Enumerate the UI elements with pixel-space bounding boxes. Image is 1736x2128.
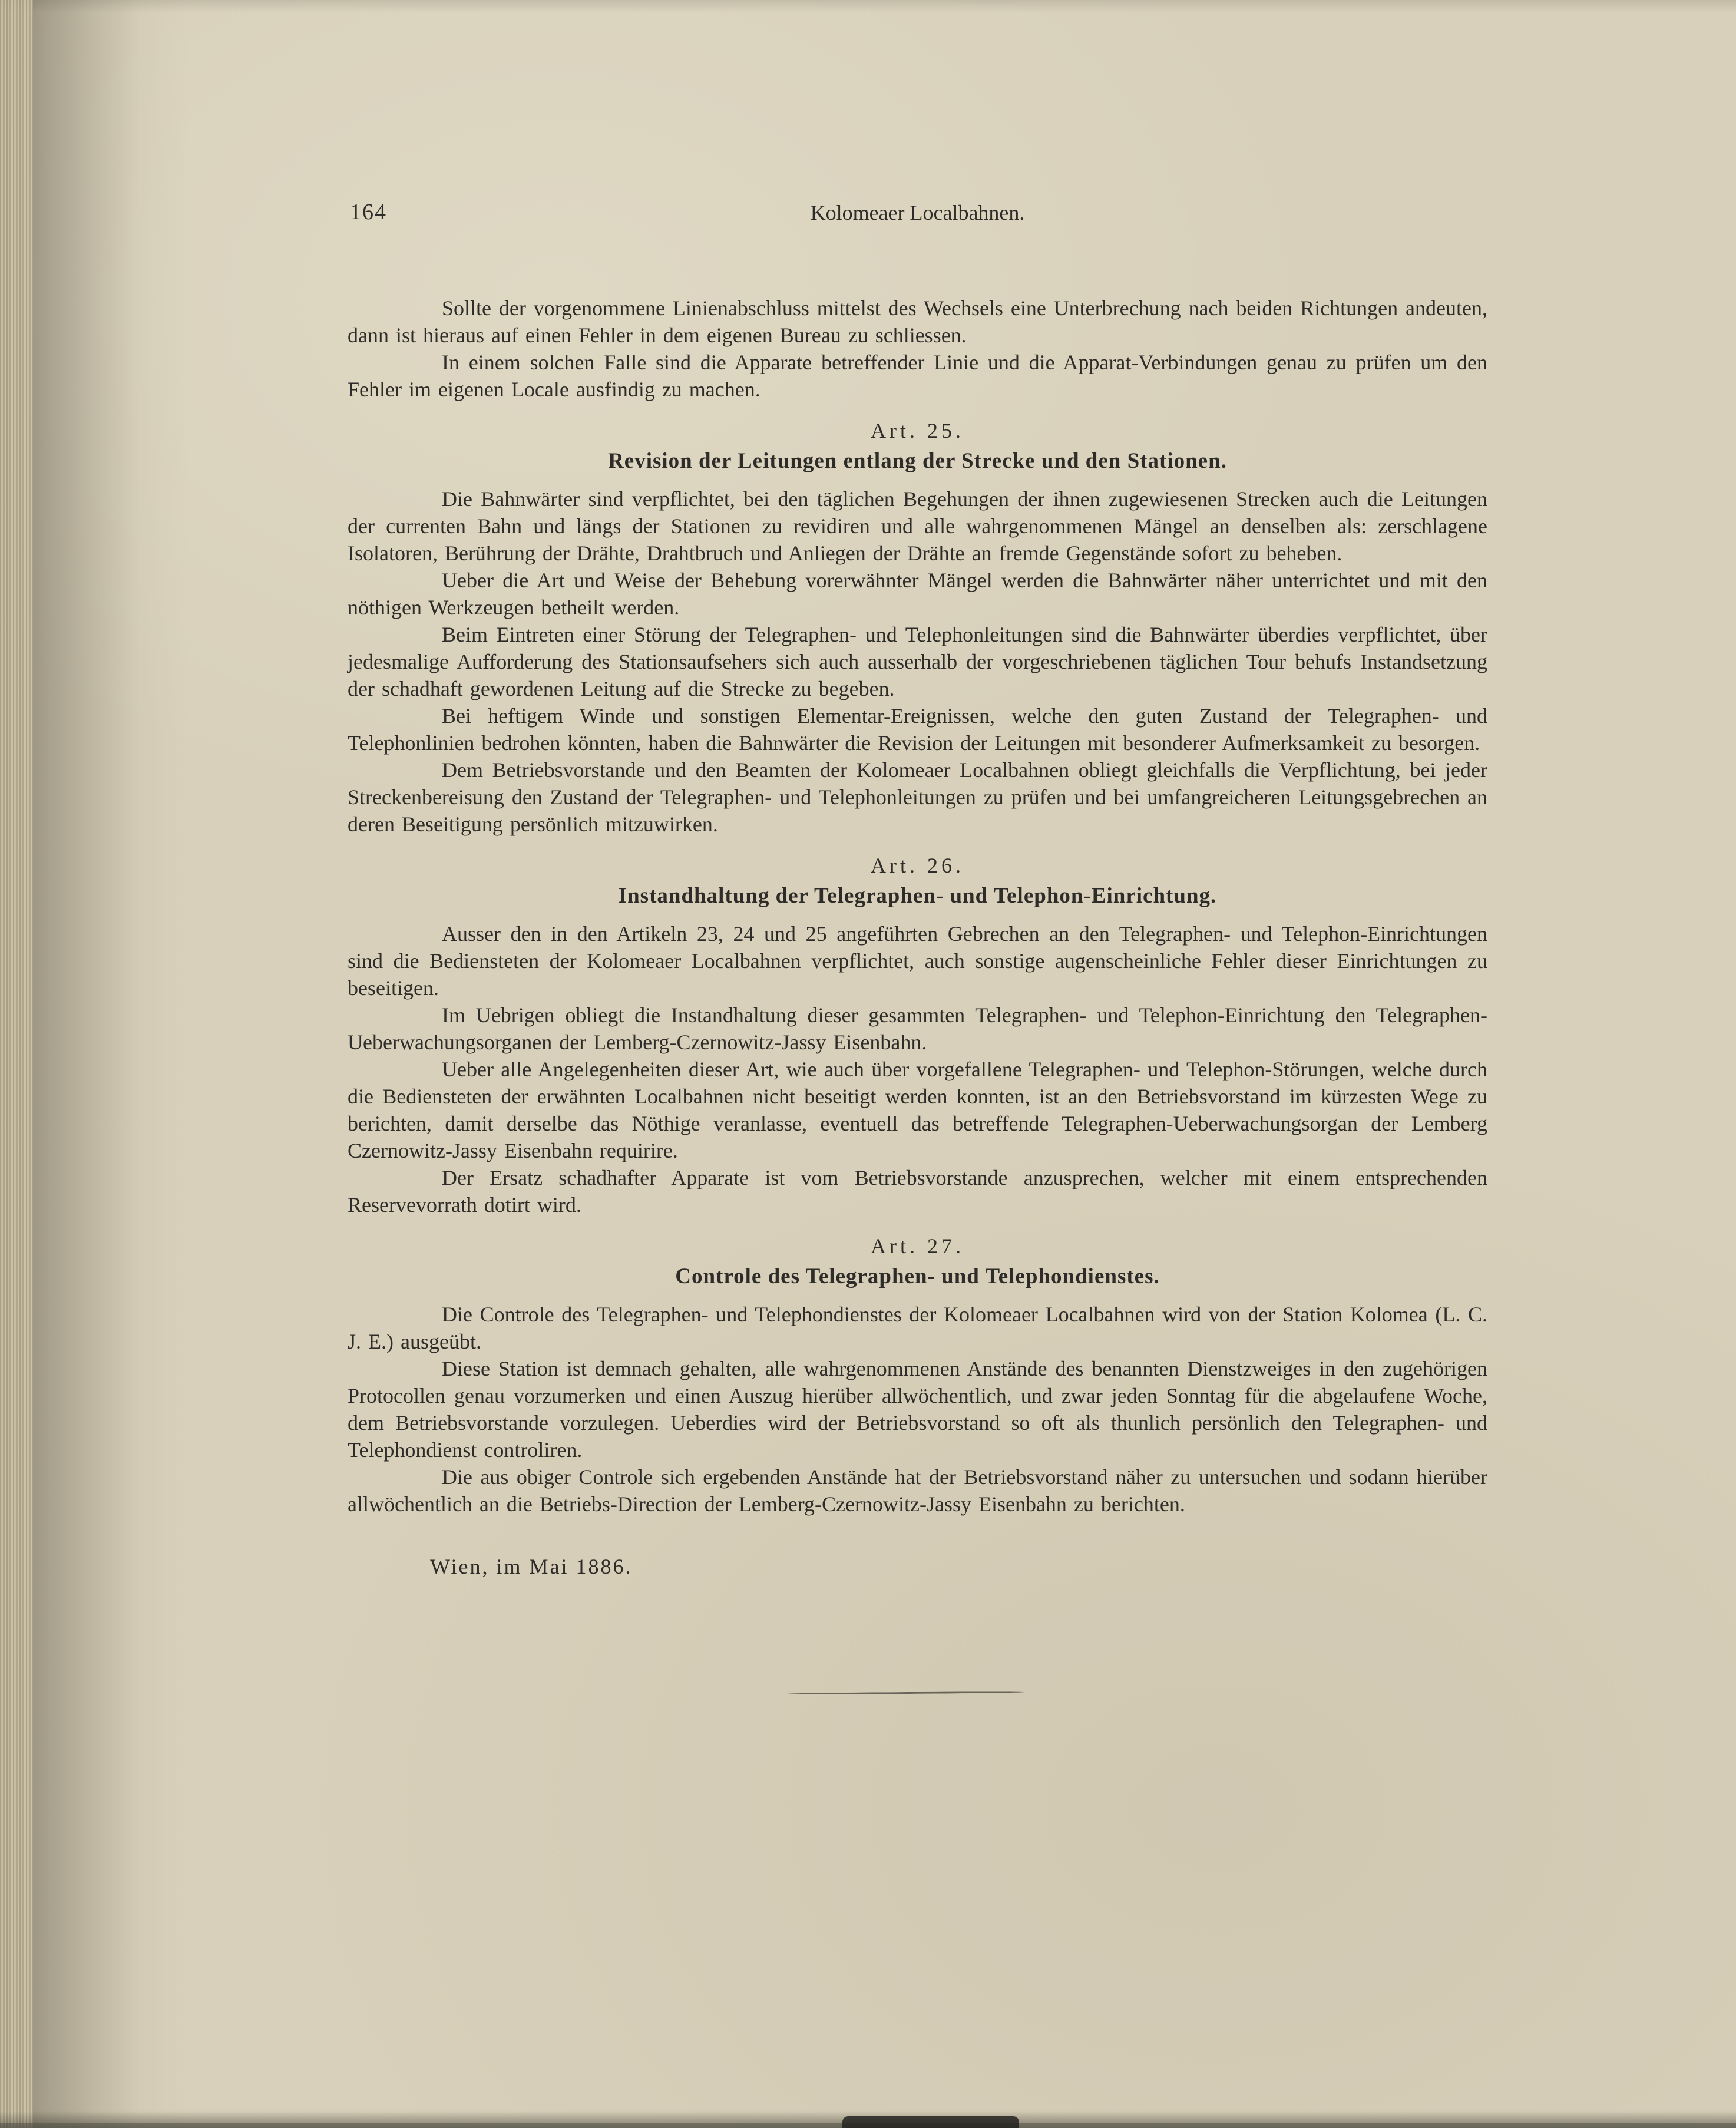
- section-heading: Revision der Leitungen entlang der Strecke und den Stationen.: [608, 449, 1227, 473]
- paragraph: Sollte der vorgenommene Linienabschluss mittelst des Wechsels eine Unterbrechung nach beiden Richtungen andeuten, dann ist hieraus auf einen Fehler in dem eigenen Bureau zu schliessen.: [348, 296, 1487, 347]
- section-heading: Controle des Telegraphen- und Telephondienstes.: [675, 1264, 1160, 1288]
- paragraph: Im Uebrigen obliegt die Instandhaltung dieser gesammten Telegraphen- und Telephon-Einrichtung den Telegraphen-Ueberwachungsorganen der Lemberg-Czernowitz-Jassy Eisenbahn.: [348, 1003, 1487, 1054]
- paragraph: Dem Betriebsvorstande und den Beamten der Kolomeaer Localbahnen obliegt gleichfalls die Verpflichtung, bei jeder Streckenbereisung den Zustand der Telegraphen- und Telephonleitungen zu prüfen und bei umfangreicheren Leitungsgebrechen an deren Beseitigung persönlich mitzuwirken.: [348, 758, 1487, 836]
- page-number: 164: [350, 200, 387, 224]
- paragraph: Ausser den in den Artikeln 23, 24 und 25 angeführten Gebrechen an den Telegraphen- und Telephon-Einrichtungen sind die Bediensteten der Kolomeaer Localbahnen verpflichtet, auch sonstige augenscheinliche Fehler dieser Einrichtungen zu beseitigen.: [348, 922, 1487, 1000]
- paragraph: Ueber alle Angelegenheiten dieser Art, wie auch über vorgefallene Telegraphen- und Telephon-Störungen, welche durch die Bediensteten der erwähnten Localbahnen nicht beseitigt werden konnten, ist an den Betriebsvorstand im kürzesten Wege zu berichten, damit derselbe das Nöthige veranlasse, eventuell das betreffende Telegraphen-Ueberwachungsorgan der Lemberg Czernowitz-Jassy Eisenbahn requirire.: [348, 1058, 1487, 1162]
- paragraph: Die aus obiger Controle sich ergebenden Anstände hat der Betriebsvorstand näher zu untersuchen und sodann hierüber allwöchentlich an die Betriebs-Direction der Lemberg-Czernowitz-Jassy Eisenbahn zu berichten.: [348, 1465, 1487, 1516]
- article-number: Art. 25.: [871, 419, 964, 442]
- dateline: Wien, im Mai 1886.: [430, 1555, 633, 1578]
- book-spine-texture: [0, 0, 33, 2128]
- paragraph: In einem solchen Falle sind die Apparate betreffender Linie und die Apparat-Verbindungen genau zu prüfen um den Fehler im eigenen Locale ausfindig zu machen.: [348, 351, 1487, 401]
- separator-rule: [788, 1691, 1023, 1695]
- paragraph: Ueber die Art und Weise der Behebung vorerwähnter Mängel werden die Bahnwärter näher unterrichtet und mit den nöthigen Werkzeugen betheilt werden.: [348, 569, 1487, 619]
- paragraph: Beim Eintreten einer Störung der Telegraphen- und Telephonleitungen sind die Bahnwärter überdies verpflichtet, über jedesmalige Aufforderung des Stationsaufsehers sich auch ausserhalb der vorgeschriebenen täglichen Tour behufs Instandsetzung der schadhaft gewordenen Leitung auf die Strecke zu begeben.: [348, 623, 1487, 700]
- article-number: Art. 27.: [871, 1234, 964, 1258]
- article-number: Art. 26.: [871, 854, 964, 877]
- paragraph: Diese Station ist demnach gehalten, alle wahrgenommenen Anstände des benannten Dienstzweiges in den zugehörigen Protocollen genau vorzumerken und einen Auszug hierüber allwöchentlich, und zwar jeden Sonntag für die abgelaufene Woche, dem Betriebsvorstande vorzulegen. Ueberdies wird der Betriebsvorstand so oft als thunlich persönlich den Telegraphen- und Telephondienst controliren.: [348, 1357, 1487, 1462]
- paragraph: Bei heftigem Winde und sonstigen Elementar-Ereignissen, welche den guten Zustand der Telegraphen- und Telephonlinien bedrohen könnten, haben die Bahnwärter die Revision der Leitungen mit besonderer Aufmerksamkeit zu besorgen.: [348, 704, 1487, 755]
- paragraph: Die Bahnwärter sind verpflichtet, bei den täglichen Begehungen der ihnen zugewiesenen Strecken auch die Leitungen der currenten Bahn und längs der Stationen zu revidiren und alle wahrgenommenen Mängel an denselben als: zerschlagene Isolatoren, Berührung der Drähte, Drahtbruch und Anliegen der Drähte an fremde Gegenstände sofort zu beheben.: [348, 487, 1487, 565]
- spine-shadow: [33, 0, 139, 2128]
- running-title: Kolomeaer Localbahnen.: [810, 201, 1025, 224]
- paragraph: Der Ersatz schadhafter Apparate ist vom Betriebsvorstande anzusprechen, welcher mit einem entsprechenden Reservevorrath dotirt wird.: [348, 1166, 1487, 1217]
- document-body: [348, 295, 1487, 1694]
- scan-smudge: [842, 2116, 1019, 2128]
- paragraph: Die Controle des Telegraphen- und Telephondienstes der Kolomeaer Localbahnen wird von der Station Kolomea (L. C. J. E.) ausgeübt.: [348, 1303, 1487, 1353]
- page-header: [348, 199, 1487, 230]
- section-heading: Instandhaltung der Telegraphen- und Telephon-Einrichtung.: [618, 884, 1217, 908]
